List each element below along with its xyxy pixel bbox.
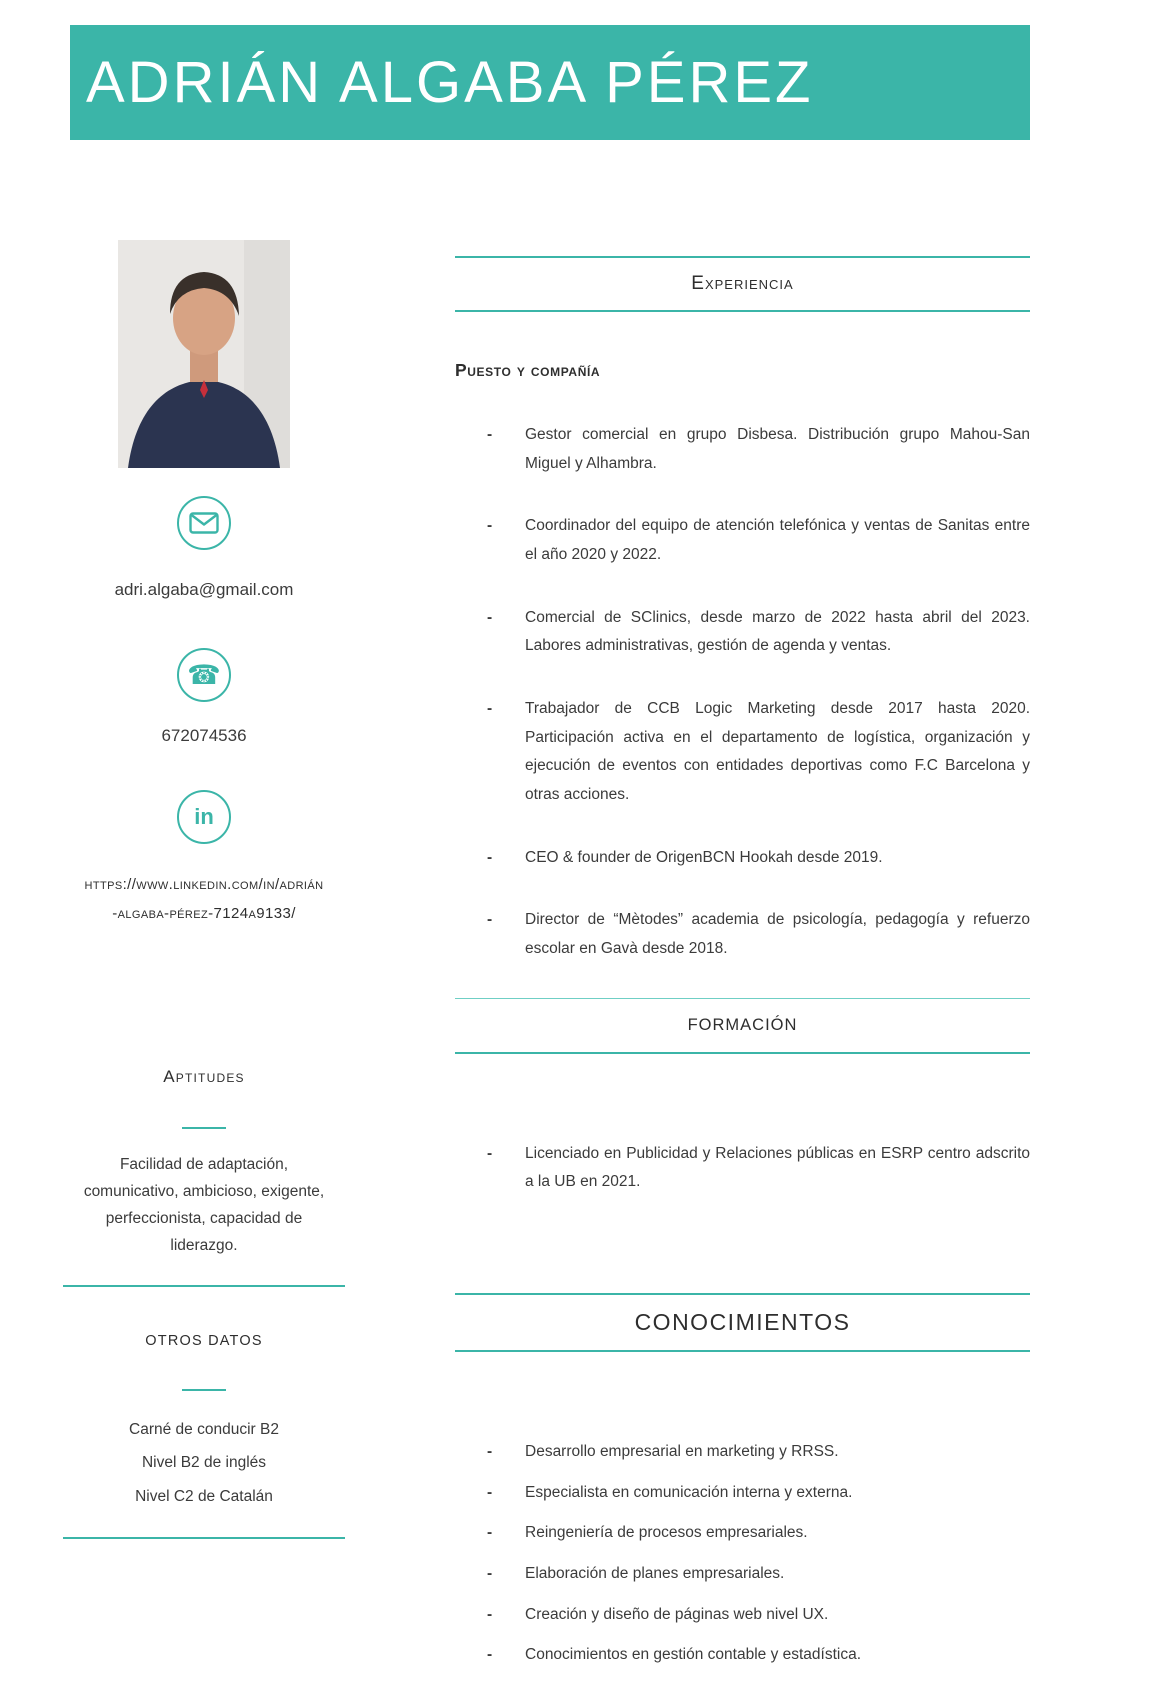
section-experiencia bbox=[455, 256, 1030, 964]
bullet-dash: - bbox=[487, 848, 493, 866]
bullet-dash: - bbox=[487, 517, 493, 535]
conocimientos-item: - Conocimientos en gestión contable y estadística. bbox=[455, 1641, 1030, 1670]
puesto-y-compania-heading: Puesto y compañía bbox=[455, 360, 601, 380]
header-banner bbox=[70, 25, 1030, 140]
email-address: adri.algaba@gmail.com bbox=[114, 580, 294, 599]
email-icon bbox=[177, 496, 231, 550]
otros-datos-heading: OTROS DATOS bbox=[145, 1333, 263, 1349]
linkedin-in-glyph: in bbox=[194, 804, 214, 829]
formacion-title: FORMACIÓN bbox=[687, 1015, 798, 1034]
bullet-dash: - bbox=[487, 1565, 493, 1583]
telephone-glyph: ☎ bbox=[187, 659, 221, 691]
otros-datos-item: Nivel C2 de Catalán bbox=[135, 1487, 273, 1505]
experiencia-item: - Director de “Mètodes” academia de psicología, pedagogía y refuerzo escolar en Gavà desde 2018. bbox=[455, 906, 1030, 963]
formacion-list bbox=[455, 1140, 1030, 1197]
aptitudes-divider bbox=[182, 1127, 226, 1129]
conocimientos-item: - Creación y diseño de páginas web nivel UX. bbox=[455, 1601, 1030, 1630]
bullet-dash: - bbox=[487, 911, 493, 929]
linkedin-url bbox=[63, 870, 345, 929]
aptitudes-heading: Aptitudes bbox=[163, 1066, 245, 1086]
otros-datos-item: Carné de conducir B2 bbox=[129, 1421, 279, 1438]
conocimientos-item: - Reingeniería de procesos empresariales. bbox=[455, 1519, 1030, 1548]
bullet-dash: - bbox=[487, 1646, 493, 1664]
otros-datos-divider bbox=[182, 1389, 226, 1391]
bullet-dash: - bbox=[487, 1483, 493, 1501]
bullet-dash: - bbox=[487, 1144, 493, 1162]
profile-photo-image bbox=[118, 240, 290, 468]
page-body bbox=[63, 240, 1169, 1682]
formacion-item: - Licenciado en Publicidad y Relaciones públicas en ESRP centro adscrito a la UB en 2021. bbox=[455, 1140, 1030, 1197]
bullet-dash: - bbox=[487, 426, 493, 443]
name-title: ADRIÁN ALGABA PÉREZ bbox=[86, 50, 814, 115]
conocimientos-item: - Elaboración de planes empresariales. bbox=[455, 1560, 1030, 1589]
sidebar-rule-1 bbox=[63, 1285, 345, 1287]
phone-icon bbox=[177, 648, 231, 702]
experiencia-item: - Coordinador del equipo de atención telefónica y ventas de Sanitas entre el año 2020 y 2022. bbox=[455, 512, 1030, 569]
conocimientos-item: - Desarrollo empresarial en marketing y RRSS. bbox=[455, 1438, 1030, 1467]
otros-datos-item: Nivel B2 de inglés bbox=[141, 1454, 267, 1472]
main-column bbox=[455, 256, 1030, 1682]
experiencia-title: Experiencia bbox=[691, 273, 794, 294]
bullet-dash: - bbox=[487, 1443, 493, 1461]
conocimientos-title: CONOCIMIENTOS bbox=[634, 1309, 851, 1336]
bullet-dash: - bbox=[487, 608, 493, 626]
aptitudes-text: Facilidad de adaptación, comunicativo, ambicioso, exigente, perfeccionista, capacidad de liderazgo. bbox=[83, 1155, 325, 1254]
section-formacion bbox=[455, 998, 1030, 1293]
otros-datos-list bbox=[63, 1413, 345, 1513]
experiencia-list bbox=[455, 421, 1030, 964]
sidebar bbox=[63, 240, 345, 1682]
linkedin-url-line1: https://www.linkedin.com/in/adrián bbox=[84, 876, 324, 893]
experiencia-item: - Comercial de SClinics, desde marzo de 2022 hasta abril del 2023. Labores administrativas, gestión de agenda y ventas. bbox=[455, 604, 1030, 661]
conocimientos-item: - Especialista en comunicación interna y externa. bbox=[455, 1479, 1030, 1508]
conocimientos-list bbox=[455, 1438, 1030, 1670]
experiencia-item: - CEO & founder de OrigenBCN Hookah desde 2019. bbox=[455, 844, 1030, 873]
experiencia-item: - Trabajador de CCB Logic Marketing desde 2017 hasta 2020. Participación activa en el departamento de logística, organización y ejecución de eventos con entidades deportivas como F.C Barcelona y otras acciones. bbox=[455, 695, 1030, 810]
linkedin-url-line2: -algaba-pérez-7124a9133/ bbox=[112, 905, 296, 923]
experiencia-rule-bottom bbox=[455, 310, 1030, 312]
envelope-glyph bbox=[189, 512, 219, 534]
bullet-dash: - bbox=[487, 1524, 493, 1542]
phone-number: 672074536 bbox=[161, 726, 247, 745]
profile-photo bbox=[118, 240, 290, 468]
linkedin-icon bbox=[177, 790, 231, 844]
bullet-dash: - bbox=[487, 700, 493, 718]
bullet-dash: - bbox=[487, 1605, 493, 1623]
section-conocimientos bbox=[455, 1293, 1030, 1670]
sidebar-rule-2 bbox=[63, 1537, 345, 1539]
experiencia-item: - Gestor comercial en grupo Disbesa. Distribución grupo Mahou-San Miguel y Alhambra. bbox=[455, 421, 1030, 478]
